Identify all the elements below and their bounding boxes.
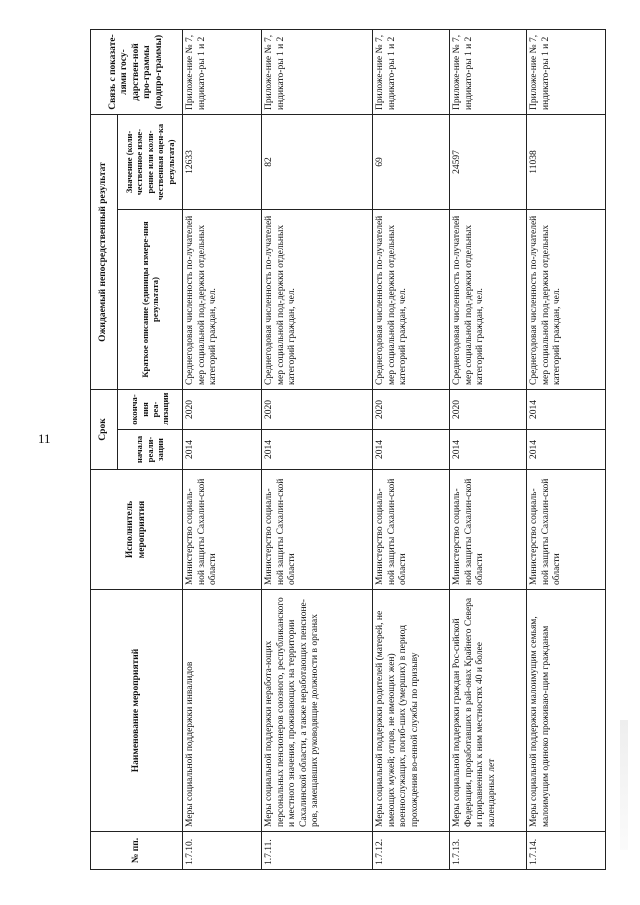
row-link: Приложе-ние № 7, индикато-ры 1 и 2 <box>373 30 450 115</box>
row-value: 12633 <box>183 115 262 210</box>
row-value: 69 <box>373 115 450 210</box>
row-link: Приложе-ние № 7, индикато-ры 1 и 2 <box>262 30 373 115</box>
header-term-end: оконча-ния реа-лизации <box>118 390 183 430</box>
header-num: № пп. <box>91 832 183 870</box>
rotated-table-container <box>90 30 590 870</box>
row-start: 2014 <box>183 430 262 470</box>
row-name: Меры социальной поддержки неработа-ющих персональных пенсионеров союзного, республиканского и местного значения, проживающих на территории Сахалинской области, а также неработающих пенсионе-ров, замещавших руководящие должности в органах <box>262 590 373 832</box>
row-link: Приложе-ние № 7, индикато-ры 1 и 2 <box>527 30 606 115</box>
row-executor: Министерство социаль-ной защиты Сахалин-ской области <box>450 470 527 590</box>
row-link: Приложе-ние № 7, индикато-ры 1 и 2 <box>450 30 527 115</box>
header-term-start: начала реали-зации <box>118 430 183 470</box>
page-number: 11 <box>38 431 51 446</box>
row-name: Меры социальной поддержки малоимущим семьям, малоимущим одиноко проживаю-щим гражданам <box>527 590 606 832</box>
row-executor: Министерство социаль-ной защиты Сахалин-ской области <box>183 470 262 590</box>
row-num: 1.7.13. <box>450 832 527 870</box>
measures-table <box>90 29 606 870</box>
table-row <box>183 30 262 870</box>
table-row <box>262 30 373 870</box>
row-executor: Министерство социаль-ной защиты Сахалин-ской области <box>373 470 450 590</box>
row-desc: Среднегодовая численность по-лучателей мер социальной под-держки отдельных категорий граждан, чел. <box>183 210 262 390</box>
row-end: 2020 <box>450 390 527 430</box>
scan-margin-mark <box>620 720 628 850</box>
header-result-value: Значение (коли-чественное изме-рение или коли-чественная оцен-ка результата) <box>118 115 183 210</box>
header-row-1 <box>91 30 118 870</box>
row-name: Меры социальной поддержки родителей (матерей, не имеющих мужей; отцов, не имеющих жен) военнослужащих, погиб-ших (умерших) в период прохождения во-енной службы по призыву <box>373 590 450 832</box>
table-row <box>527 30 606 870</box>
row-end: 2014 <box>527 390 606 430</box>
row-num: 1.7.12. <box>373 832 450 870</box>
header-term: Срок <box>91 390 118 470</box>
header-executor: Исполнитель мероприятия <box>91 470 183 590</box>
row-start: 2014 <box>450 430 527 470</box>
row-end: 2020 <box>262 390 373 430</box>
row-link: Приложе-ние № 7, индикато-ры 1 и 2 <box>183 30 262 115</box>
row-executor: Министерство социаль-ной защиты Сахалин-ской области <box>527 470 606 590</box>
row-end: 2020 <box>183 390 262 430</box>
row-desc: Среднегодовая численность по-лучателей мер социальной под-держки отдельных категорий граждан, чел. <box>450 210 527 390</box>
row-value: 11038 <box>527 115 606 210</box>
row-value: 24597 <box>450 115 527 210</box>
row-name: Меры социальной поддержки инвалидов <box>183 590 262 832</box>
table-row <box>373 30 450 870</box>
table-row <box>450 30 527 870</box>
row-end: 2020 <box>373 390 450 430</box>
row-start: 2014 <box>262 430 373 470</box>
row-desc: Среднегодовая численность по-лучателей мер социальной под-держки отдельных категорий граждан, чел. <box>373 210 450 390</box>
header-result-desc: Краткое описание (единицы измере-ния результата) <box>118 210 183 390</box>
row-desc: Среднегодовая численность по-лучателей мер социальной под-держки отдельных категорий граждан, чел. <box>527 210 606 390</box>
header-result: Ожидаемый непосредственный результат <box>91 115 118 390</box>
row-executor: Министерство социаль-ной защиты Сахалин-ской области <box>262 470 373 590</box>
row-num: 1.7.14. <box>527 832 606 870</box>
row-start: 2014 <box>373 430 450 470</box>
row-num: 1.7.10. <box>183 832 262 870</box>
row-num: 1.7.11. <box>262 832 373 870</box>
row-desc: Среднегодовая численность по-лучателей мер социальной под-держки отдельных категорий граждан, чел. <box>262 210 373 390</box>
row-name: Меры социальной поддержки граждан Рос-сийской Федерации, проработавших в рай-онах Крайнего Севера и приравненных к ним местностях 40 и более календарных лет <box>450 590 527 832</box>
header-link: Связь с показате-лями госу-дарствен-ной про-граммы (подпро-граммы) <box>91 30 183 115</box>
row-value: 82 <box>262 115 373 210</box>
header-name: Наименование мероприятий <box>91 590 183 832</box>
row-start: 2014 <box>527 430 606 470</box>
